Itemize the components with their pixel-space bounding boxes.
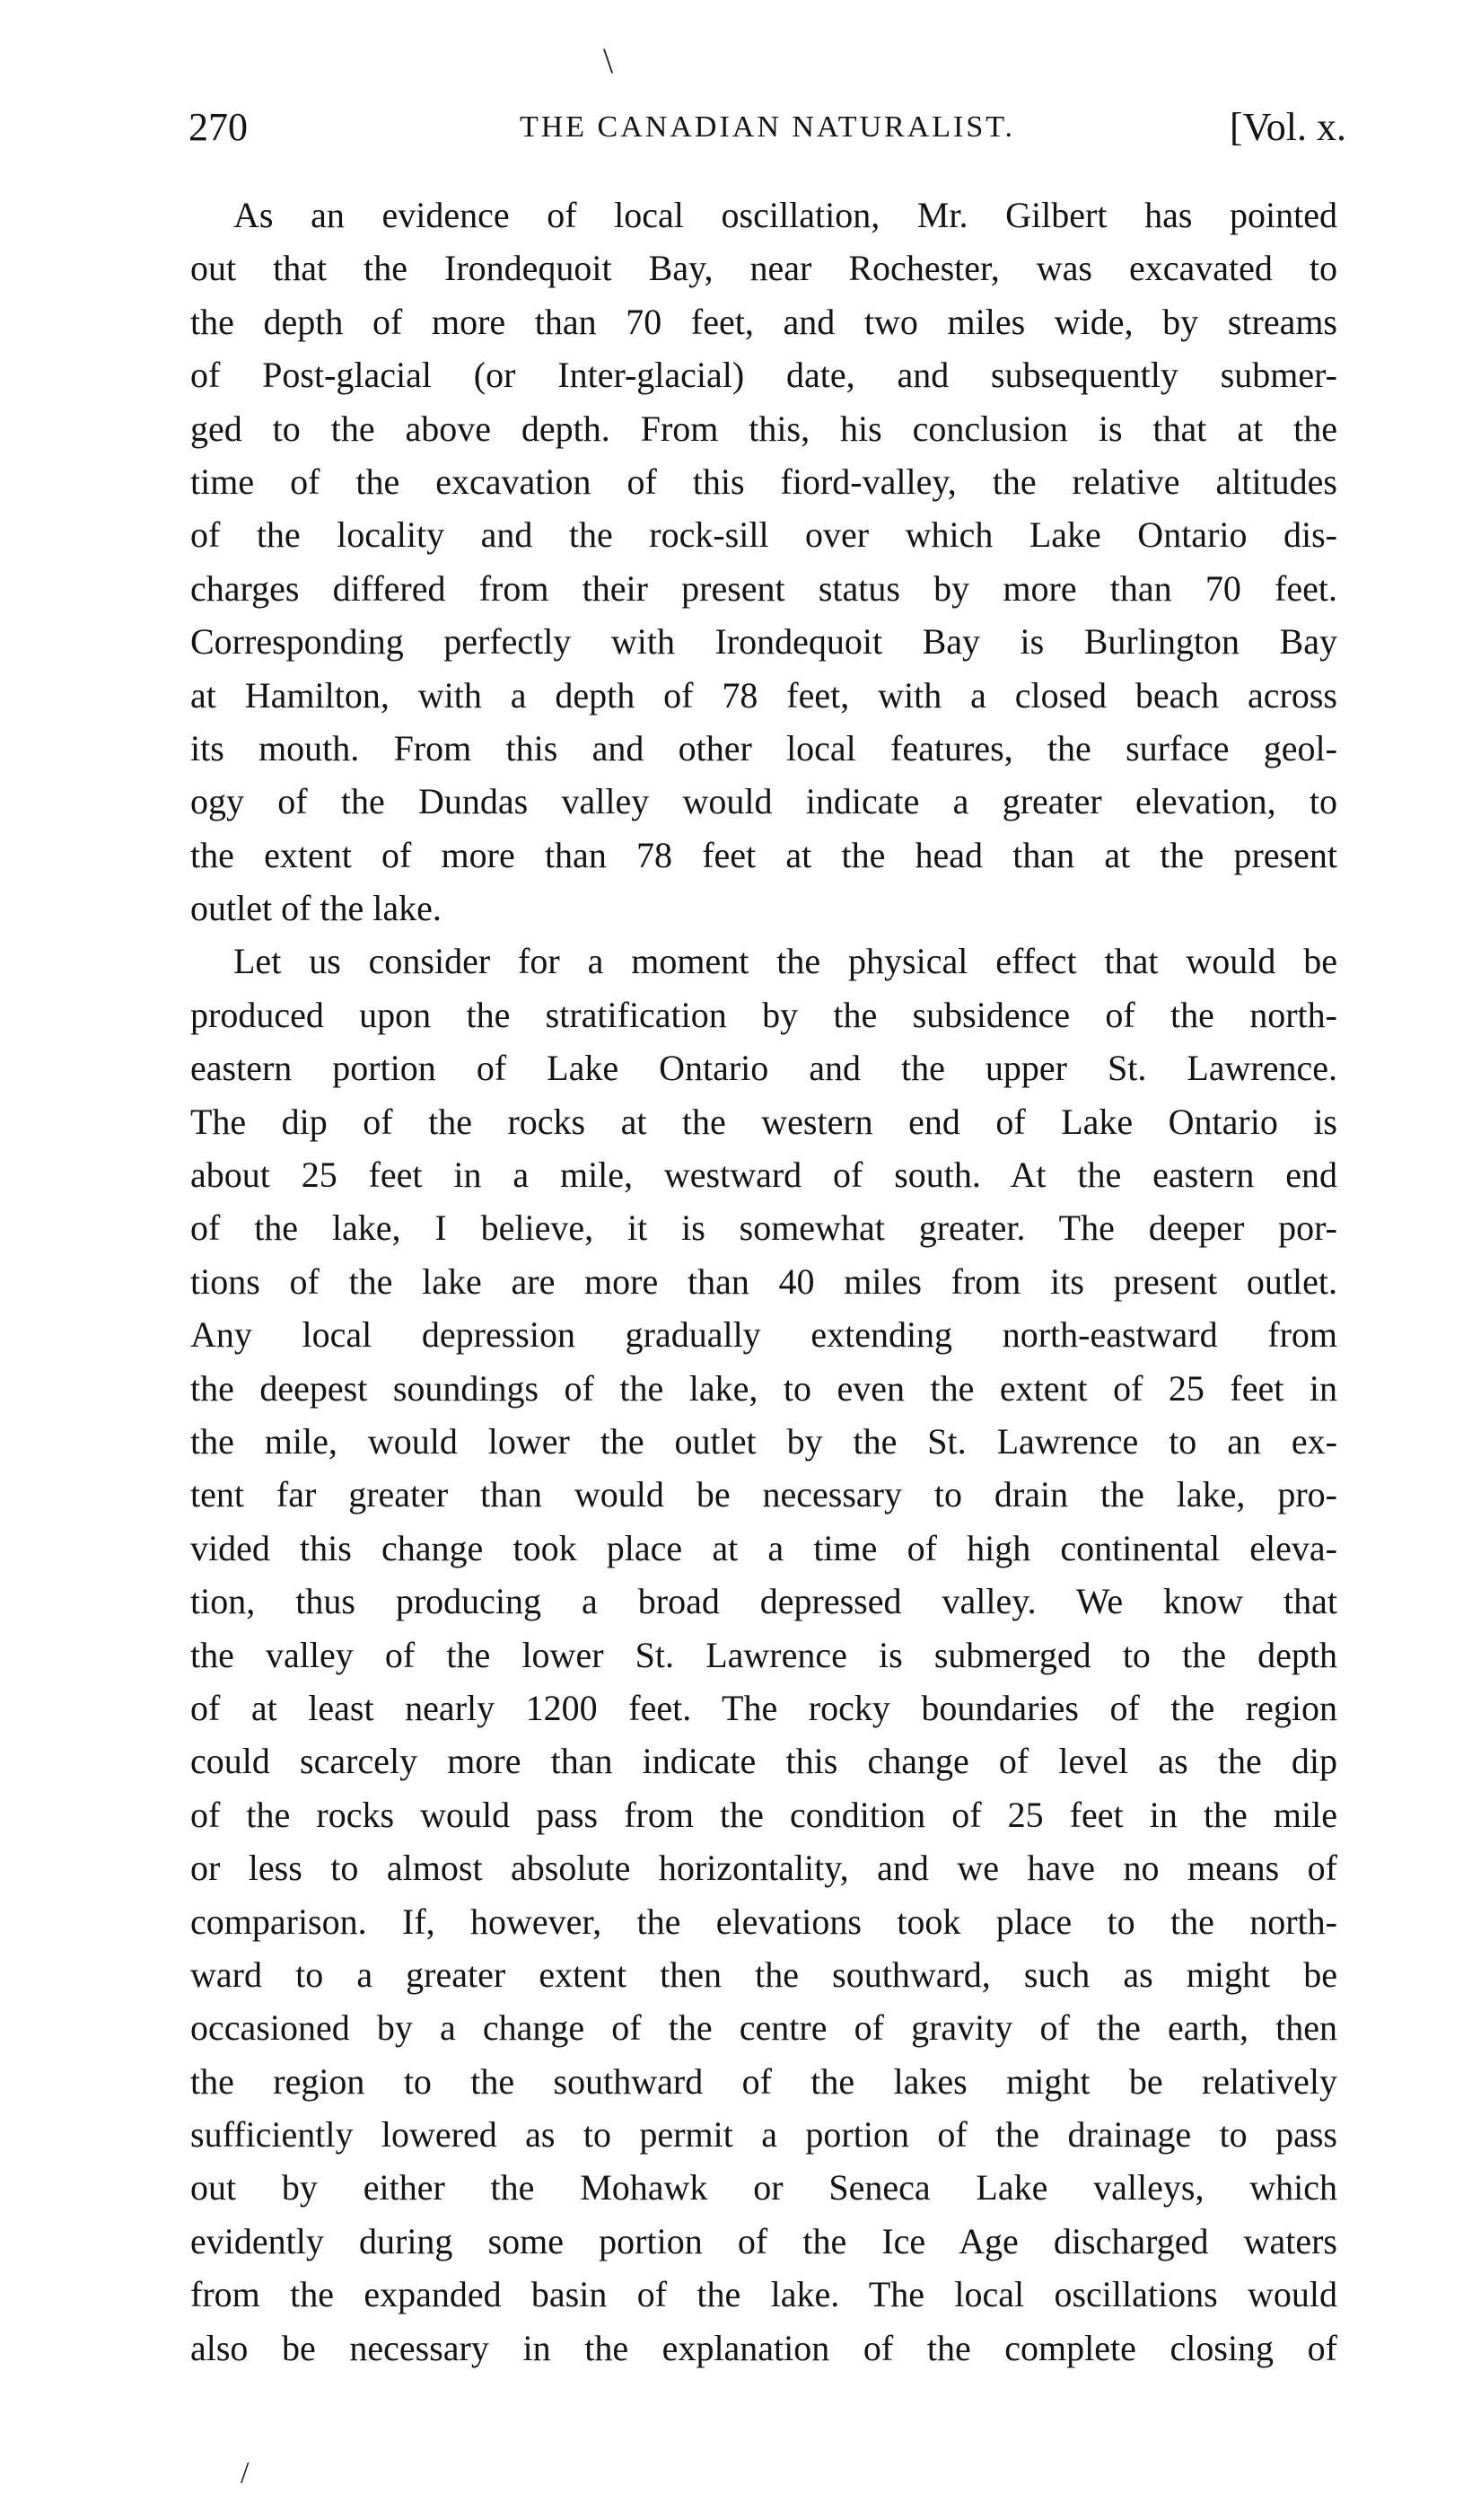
text-line: occasioned by a change of the centre of gravity of the earth, then: [190, 2007, 1337, 2049]
bottom-stray-mark: /: [241, 2456, 250, 2489]
paragraph: [190, 935, 1337, 2375]
text-line: the valley of the lower St. Lawrence is submerged to the depth: [190, 1634, 1337, 1675]
body-text: [190, 189, 1337, 2375]
text-line: the region to the southward of the lakes might be relatively: [190, 2060, 1337, 2102]
page-number: 270: [188, 105, 248, 149]
page-header: [188, 101, 1346, 154]
text-line: the depth of more than 70 feet, and two miles wide, by streams: [190, 301, 1337, 342]
text-line: also be necessary in the explanation of the complete closing of: [190, 2327, 1337, 2368]
text-line: eastern portion of Lake Ontario and the upper St. Lawrence.: [190, 1048, 1337, 1089]
text-line: the mile, would lower the outlet by the St. Lawrence to an ex-: [190, 1420, 1337, 1462]
text-line: ged to the above depth. From this, his conclusion is that at the: [190, 408, 1337, 449]
text-line: As an evidence of local oscillation, Mr. Gilbert has pointed: [233, 195, 1337, 235]
top-stray-mark: \: [603, 40, 614, 81]
text-line: the extent of more than 78 feet at the head than at the present: [190, 834, 1337, 875]
text-line: of Post-glacial (or Inter-glacial) date, and subsequently submer-: [190, 355, 1337, 396]
text-line: outlet of the lake.: [190, 888, 442, 929]
text-line: from the expanded basin of the lake. The local oscillations would: [190, 2274, 1337, 2315]
text-line: its mouth. From this and other local features, the surface geol-: [190, 727, 1337, 768]
text-line: tions of the lake are more than 40 miles from its present outlet.: [190, 1260, 1337, 1302]
text-line: charges differed from their present status by more than 70 feet.: [190, 567, 1337, 609]
text-line: ogy of the Dundas valley would indicate a greater elevation, to: [190, 781, 1337, 822]
text-line: tent far greater than would be necessary to drain the lake, pro-: [190, 1474, 1337, 1515]
text-line: evidently during some portion of the Ice Age discharged waters: [190, 2220, 1337, 2261]
text-line: produced upon the stratification by the subsidence of the north-: [190, 994, 1337, 1035]
text-line: or less to almost absolute horizontality, and we have no means of: [190, 1848, 1337, 1889]
text-line: could scarcely more than indicate this change of level as the dip: [190, 1741, 1337, 1782]
text-line: out that the Irondequoit Bay, near Rochester, was excavated to: [190, 248, 1337, 289]
text-line: Corresponding perfectly with Irondequoit Bay is Burlington Bay: [190, 621, 1337, 663]
text-line: The dip of the rocks at the western end of Lake Ontario is: [190, 1101, 1337, 1142]
text-line: ward to a greater extent then the southward, such as might be: [190, 1954, 1337, 1995]
text-line: about 25 feet in a mile, westward of south. At the eastern end: [190, 1155, 1337, 1196]
text-line: comparison. If, however, the elevations took place to the north-: [190, 1901, 1337, 1942]
text-line: out by either the Mohawk or Seneca Lake valleys, which: [190, 2167, 1337, 2208]
text-line: of the locality and the rock-sill over which Lake Ontario dis-: [190, 514, 1337, 556]
text-line: time of the excavation of this fiord-valley, the relative altitudes: [190, 461, 1337, 502]
volume-label: [Vol. x.: [1230, 105, 1346, 149]
text-line: Any local depression gradually extending north-eastward from: [190, 1314, 1337, 1356]
paragraph: [190, 189, 1337, 935]
text-line: tion, thus producing a broad depressed valley. We know that: [190, 1581, 1337, 1622]
text-line: of the rocks would pass from the condition of 25 feet in the mile: [190, 1794, 1337, 1835]
text-line: at Hamilton, with a depth of 78 feet, with a closed beach across: [190, 674, 1337, 716]
text-line: vided this change took place at a time of high continental eleva-: [190, 1527, 1337, 1568]
text-line: the deepest soundings of the lake, to even the extent of 25 feet in: [190, 1367, 1337, 1409]
text-line: sufficiently lowered as to permit a portion of the drainage to pass: [190, 2114, 1337, 2156]
text-line: Let us consider for a moment the physical effect that would be: [233, 941, 1337, 982]
text-line: of at least nearly 1200 feet. The rocky boundaries of the region: [190, 1687, 1337, 1728]
running-title: THE CANADIAN NATURALIST.: [519, 110, 1016, 144]
text-line: of the lake, I believe, it is somewhat greater. The deeper por-: [190, 1207, 1337, 1249]
